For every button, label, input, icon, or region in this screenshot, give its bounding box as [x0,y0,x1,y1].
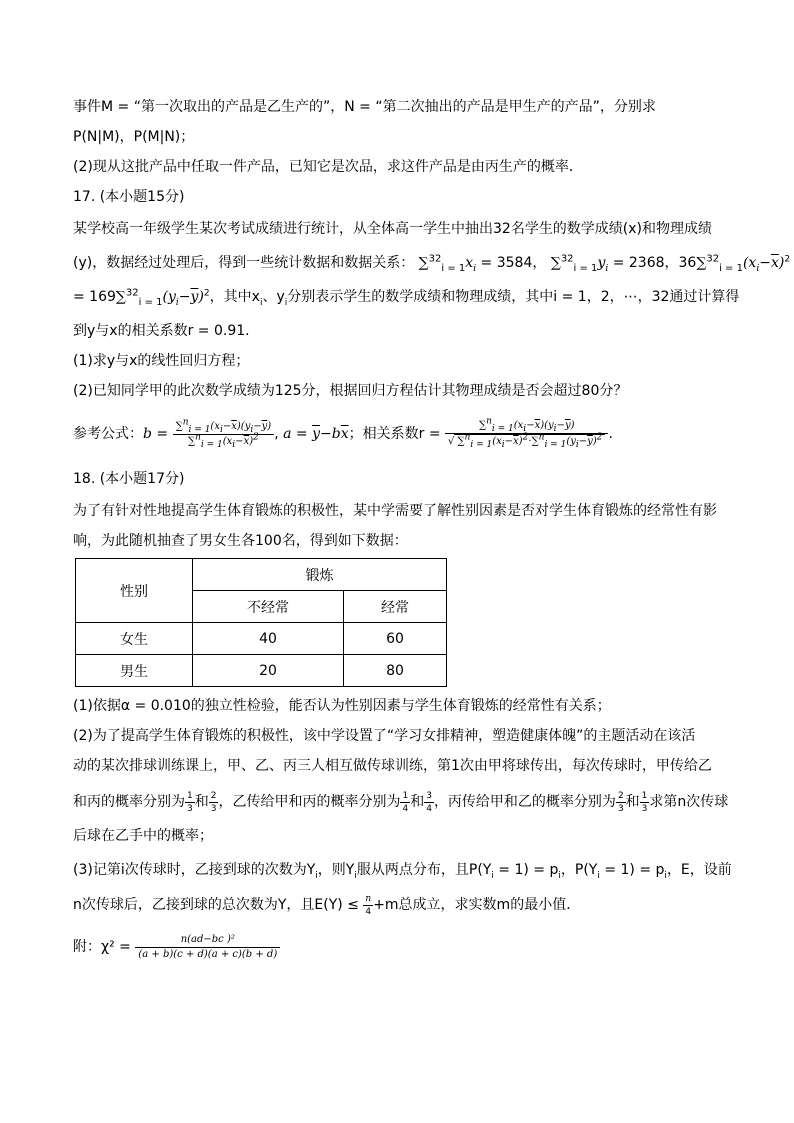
fraction: $\frac{1}{4}$ [402,790,409,814]
correlation-label: ；相关系数r = [348,426,441,442]
reference-formulas: 参考公式： b = $\sum^n_{i = 1}(x_i-\overline{x})(y_i-\overline{y})$ $\sum^n_{i = 1}(x_i-\overline{x})^2$ , a = $\overline{y}-b\overline{x}$ ；相关系数r = $\frac{\sum^n_{i = 1}(x_i-\overline{x})(y_i-\overline{y})}{√ \sum^n_{i = 1}(x_i-\overline{x})^2\cdot\sum^n_{i = 1}(y_i-\overline{y})^2}$ . [73,416,613,450]
text-line: (2)为了提高学生体育锻炼的积极性，该中学设置了“学习女排精神，塑造健康体魄”的主题活动在该活 [73,728,696,744]
fraction: $\frac{n}{4}$ [365,893,372,917]
text-segment: = 3584， [480,255,547,271]
table-cell: 20 [193,655,344,687]
fraction: $\frac{2}{3}$ [617,790,624,814]
text-segment: (y)，数据经过处理后，得到一些统计数据和数据关系： [73,255,415,271]
text-segment: = 169 [73,289,116,305]
table-header-often: 经常 [344,591,447,623]
text-line: 事件M = “第一次取出的产品是乙生产的”，N = “第二次抽出的产品是甲生产的产品”，分别求 [73,99,656,115]
text-line: 到y与x的相关系数r = 0.91. [73,323,250,339]
text-line-with-fractions: 和丙的概率分别为 $\frac{1}{3}$ 和 $\frac{2}{3}$ ，乙传给甲和丙的概率分别为 $\frac{1}{4}$ 和 $\frac{3}{4}$ ，丙传给甲和乙的概率分别为 $\frac{2}{3}$ 和 $\frac{1}{3}$ 求第n次传球 [73,790,729,814]
table-cell: 60 [344,623,447,655]
question-18-heading: 18. (本小题17分) [73,471,185,487]
text-line-with-sums: = $169\sum^{32}_{i = 1}(y_i-\overline{y})^2$，其中$x_i$、$y_i$分别表示学生的数学成绩和物理成绩，其中i = 1，2，⋯，32通过计算得 [73,287,740,308]
fraction: $\frac{1}{3}$ [641,790,648,814]
text-line: 后球在乙手中的概率； [73,828,213,844]
text-line-with-fraction: n次传球后，乙接到球的总次数为Y，且E(Y) ≤ $\frac{n}{4}$ +m总成立，求实数m的最小值． [73,893,581,917]
text-line: (1)求y与x的线性回归方程； [73,353,250,369]
text-segment: 、y [262,289,285,305]
survey-table [75,558,447,687]
table-cell: 80 [344,655,447,687]
fraction: $\frac{3}{4}$ [426,790,432,814]
text-segment: 分别表示学生的数学成绩和物理成绩，其中i = 1，2，⋯，32通过计算得 [287,289,740,305]
text-line: 某学校高一年级学生某次考试成绩进行统计，从全体高一学生中抽出32名学生的数学成绩(x)和物理成绩 [73,221,713,237]
chi-square-formula: $\frac{\text{n(ad−bc )²}}{(a + b)(c + d)(a + c)(b + d)}$ [135,933,280,962]
table-header-exercise: 锻炼 [193,559,447,591]
table-cell: 女生 [76,623,193,655]
text-line: (3)记第i次传球时，乙接到球的次数为$Y_i$，则$Y_i$服从两点分布，且$P(Y_i = 1) = p_i$，$P(Y_i = 1) = p_i$，E，设前 [73,862,732,881]
table-header-gender: 性别 [76,559,193,623]
appendix-label: 附：χ² = [73,939,131,955]
text-line: 为了有针对性地提高学生体育锻炼的积极性，某中学需要了解性别因素是否对学生体育锻炼的经常性有影 [73,503,717,519]
text-line: 动的某次排球训练课上，甲、乙、丙三人相互做传球训练，第1次由甲将球传出，每次传球时，甲传给乙 [73,758,712,774]
text-line: (2)现从这批产品中任取一件产品，已知它是次品，求这件产品是由丙生产的概率． [73,159,583,175]
reference-label: 参考公式： [73,426,143,442]
fraction: $\frac{1}{3}$ [187,790,193,814]
sum-sign: ∑ [418,255,429,271]
table-cell: 40 [193,623,344,655]
table-row [76,655,447,687]
text-line: P(N|M)，P(M|N)； [73,129,195,145]
table-row [76,623,447,655]
text-segment: = 2368，36 [612,255,697,271]
table-header-not-often: 不经常 [193,591,344,623]
text-line: 响，为此随机抽查了男女生各100名，得到如下数据： [73,533,408,549]
slope-formula: $\sum^n_{i = 1}(x_i-\overline{x})(y_i-\overline{y})$ $\sum^n_{i = 1}(x_i-\overline{x})^2$ [173,420,275,449]
text-line: (1)依据α = 0.010的独立性检验，能否认为性别因素与学生体育锻炼的经常性有关系； [73,698,611,714]
table-cell: 男生 [76,655,193,687]
text-line: (2)已知同学甲的此次数学成绩为125分，根据回归方程估计其物理成绩是否会超过80分？ [73,383,628,399]
document-page [73,96,791,963]
text-line-with-sums: (y)，数据经过处理后，得到一些统计数据和数据关系： $\sum^{32}_{i = 1}x_i = 3584$， $\sum^{32}_{i = 1}y_i = 2368$，$36\sum^{32}_{i = 1}(x_i-\overline{x})^2$ [73,253,791,274]
correlation-formula: $\frac{\sum^n_{i = 1}(x_i-\overline{x})(y_i-\overline{y})}{√ \sum^n_{i = 1}(x_i-\overline{x})^2\cdot\sum^n_{i = 1}(y_i-\overline{y})^2}$ [445,419,608,449]
appendix-formula [73,931,721,963]
fraction: $\frac{2}{3}$ [210,790,217,814]
question-17-heading: 17. (本小题15分) [73,189,185,205]
text-segment: ，其中x [209,289,260,305]
